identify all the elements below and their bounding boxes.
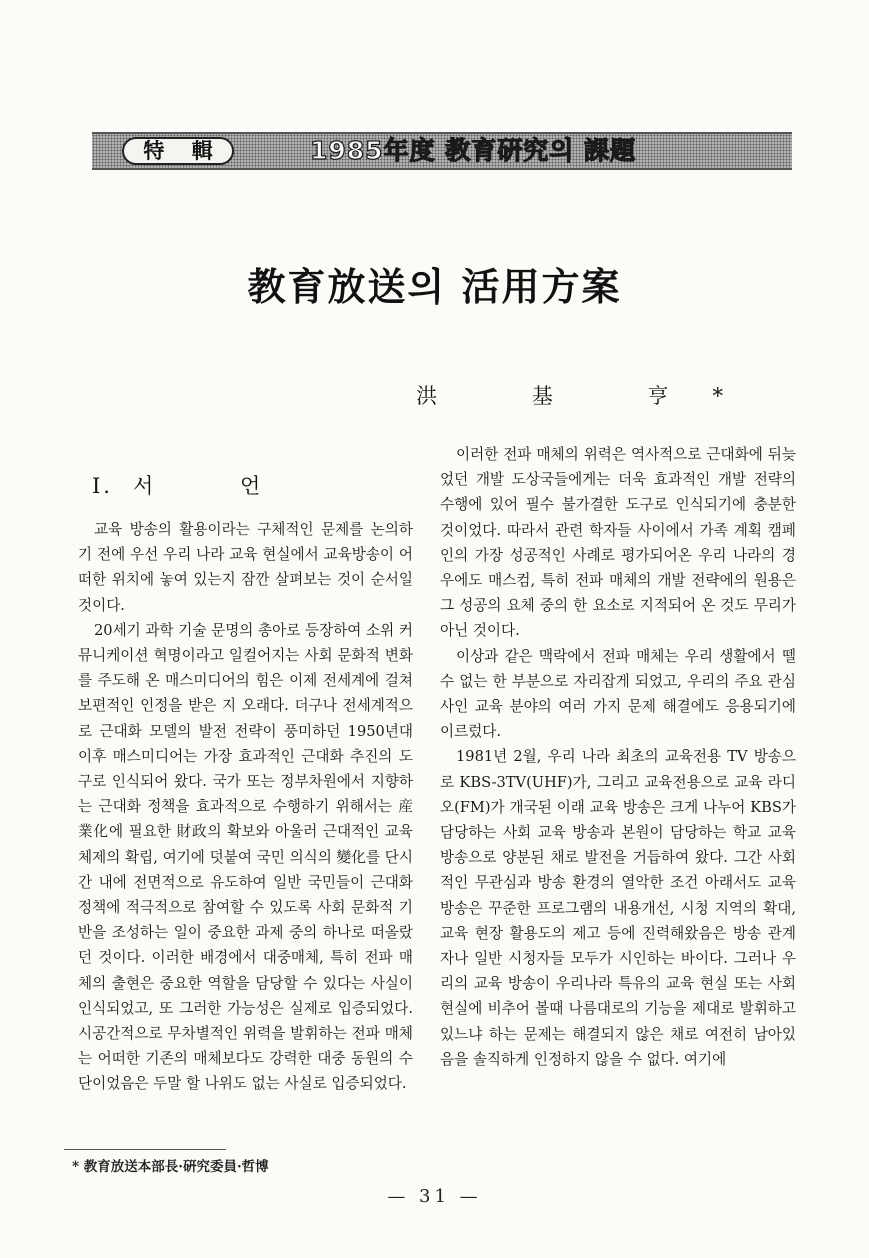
footnote: * 教育放送本部長·硏究委員·哲博 [72, 1159, 269, 1175]
paragraph: 이러한 전파 매체의 위력은 역사적으로 근대화에 뒤늦었던 개발 도상국들에게는 더욱 효과적인 개발 전략의 수행에 있어 필수 불가결한 도구로 인식되기에 충분한 것이었다. 따라서 관련 학자들 사이에서 가족 계획 캠페인의 가장 성공적인 사례로 평가되어온 우리 나라의 경우에도 매스컴, 특히 전파 매체의 개발 전략에의 원용은 그 성공의 요체 중의 한 요소로 지적되어 온 것도 무리가 아닌 것이다. [440, 446, 796, 640]
section-heading [92, 470, 300, 500]
article-title: 教育放送의 活用方案 [247, 264, 622, 309]
footnote-divider [64, 1149, 226, 1150]
author-name: 洪 基 亨* [416, 384, 767, 408]
page-number: — 31 — [387, 1186, 482, 1207]
section-number: I. [92, 474, 113, 498]
section-title: 서 언 [132, 474, 301, 498]
right-column [440, 442, 796, 1072]
paragraph: 20세기 과학 기술 문명의 총아로 등장하여 소위 커뮤니케이션 혁명이라고 일컬어지는 사회 문화적 변화를 주도해 온 매스미디어의 힘은 이제 전세계에 걸쳐 보편적인 인정을 받은 지 오래다. 더구나 전세계적으로 근대화 모델의 발전 전략이 풍미하던 1950년대 이후 매스미디어는 가장 효과적인 근대화 추진의 도구로 인식되어 왔다. 국가 또는 정부차원에서 지향하는 근대화 정책을 효과적으로 수행하기 위해서는 産業化에 필요한 財政의 확보와 아울러 근대적인 교육 체제의 확립, 여기에 덧붙여 국민 의식의 變化를 단시간 내에 전면적으로 유도하여 일반 국민들이 근대화 정책에 적극적으로 참여할 수 있도록 사회 문화적 기반을 조성하는 일이 중요한 과제 중의 하나로 떠올랐던 것이다. 이러한 배경에서 대중매체, 특히 전파 매체의 출현은 중요한 역할을 담당할 수 있다는 사실이 인식되었고, 또 그러한 가능성은 실제로 입증되었다. 시공간적으로 무차별적인 위력을 발휘하는 전파 매체는 어떠한 기존의 매체보다도 강력한 대중 동원의 수단이었음은 두말 할 나위도 없는 사실로 입증되었다. [78, 621, 413, 1093]
paragraph: 이상과 같은 맥락에서 전파 매체는 우리 생활에서 뗄 수 없는 한 부분으로 자리잡게 되었고, 우리의 주요 관심사인 교육 분야의 여러 가지 문제 해결에도 응용되기에 이르렀다. [440, 647, 796, 741]
banner-title: 1985年度 教育硏究의 課題 [310, 136, 637, 165]
paragraph: 1981년 2월, 우리 나라 최초의 교육전용 TV 방송으로 KBS-3TV(UHF)가, 그리고 교육전용으로 교육 라디오(FM)가 개국된 이래 교육 방송은 크게 나누어 KBS가 담당하는 사회 교육 방송과 본원이 담당하는 학교 교육 방송으로 양분된 채로 발전을 거듭하여 왔다. 그간 사회적인 무관심과 방송 환경의 열악한 조건 아래서도 교육방송은 꾸준한 프로그램의 내용개선, 시청 지역의 확대, 교육 현장 활용도의 제고 등에 진력해왔음은 방송 관계자나 일반 시청자들 모두가 시인하는 바이다. 그러나 우리의 교육 방송이 우리나라 특유의 교육 현실 또는 사회 현실에 비추어 볼때 나름대로의 기능을 제대로 발휘하고 있느냐 하는 문제는 해결되지 않은 채로 여전히 남아있음을 솔직하게 인정하지 않을 수 없다. 여기에 [440, 748, 796, 1068]
special-feature-banner [92, 132, 792, 170]
special-feature-tag: 特 輯 [122, 137, 234, 165]
left-column [78, 517, 413, 1097]
paragraph: 교육 방송의 활용이라는 구체적인 문제를 논의하기 전에 우선 우리 나라 교육 현실에서 교육방송이 어떠한 위치에 놓여 있는지 잠깐 살펴보는 것이 순서일 것이다. [78, 521, 413, 614]
